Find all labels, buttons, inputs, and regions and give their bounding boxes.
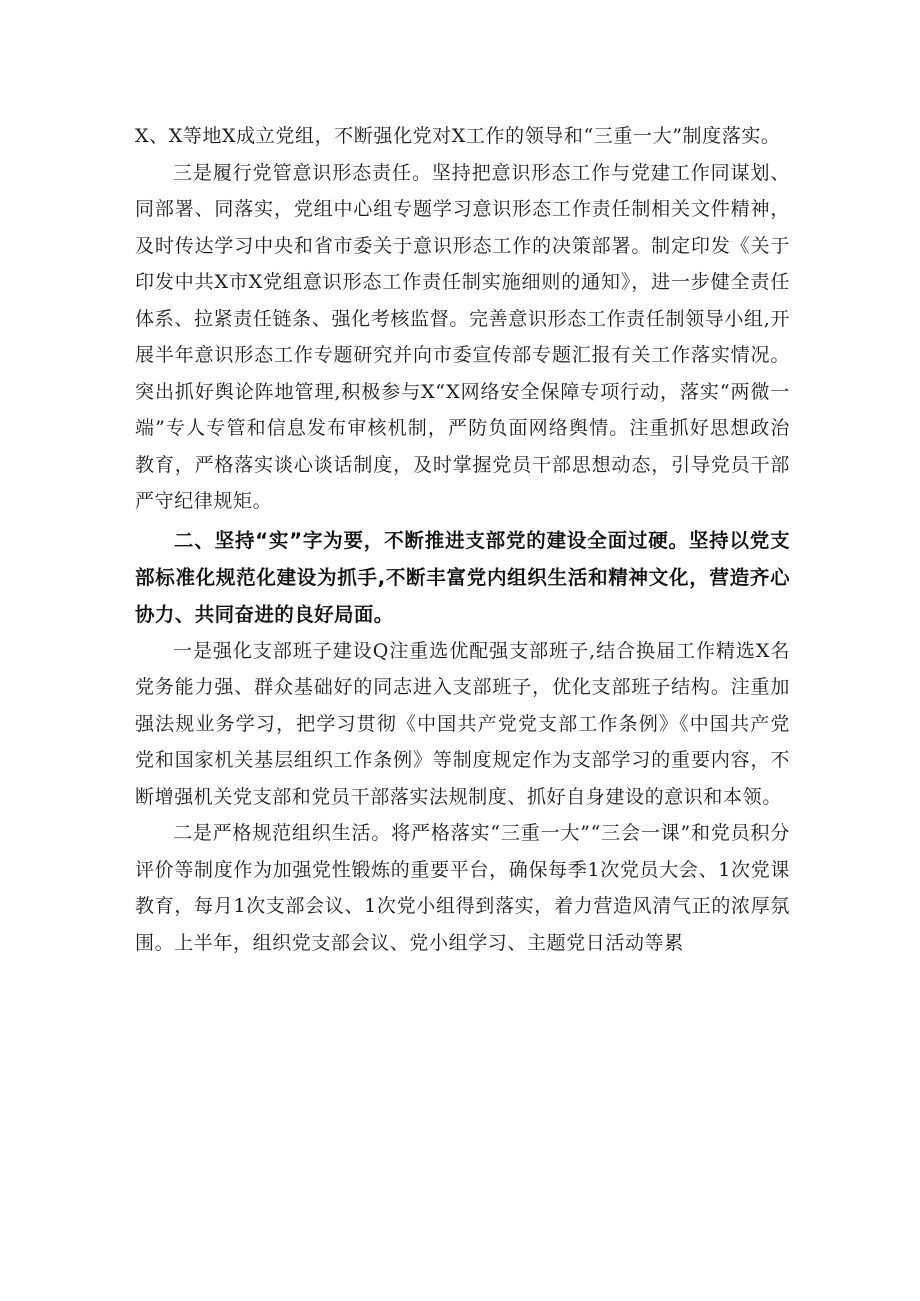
section-heading-two: 二、坚持“实”字为要，不断推进支部党的建设全面过硬。坚持以党支部标准化规范化建设为抓手,不断丰富党内组织生活和精神文化，营造齐心协力、共同奋进的良好局面。 xyxy=(135,528,790,626)
body-paragraph-continued: X、X等地X成立党组，不断强化党对X工作的领导和“三重一大”制度落实。 xyxy=(135,125,781,147)
body-paragraph-branch-team: 一是强化支部班子建设Q注重选优配强支部班子,结合换届工作精选X名党务能力强、群众基础好的同志进入支部班子，优化支部班子结构。注重加强法规业务学习，把学习贯彻《中国共产党党支部工作条例》《中国共产党党和国家机关基层组织工作条例》等制度规定作为支部学习的重要内容，不断增强机关党支部和党员干部落实法规制度、抓好自身建设的意识和本领。 xyxy=(135,639,790,808)
body-paragraph-ideology-responsibility: 三是履行党管意识形态责任。坚持把意识形态工作与党建工作同谋划、同部署、同落实，党组中心组专题学习意识形态工作责任制相关文件精神，及时传达学习中央和省市委关于意识形态工作的决策部署。制定印发《关于印发中共X市X党组意识形态工作责任制实施细则的通知》，进一步健全责任体系、拉紧责任链条、强化考核监督。完善意识形态工作责任制领导小组,开展半年意识形态工作专题研究并向市委宣传部专题汇报有关工作落实情况。突出抓好舆论阵地管理,积极参与X“X网络安全保障专项行动，落实“两微一端”专人专管和信息发布审核机制，严防负面网络舆情。注重抓好思想政治教育，严格落实谈心谈话制度，及时掌握党员干部思想动态，引导党员干部严守纪律规矩。 xyxy=(135,161,790,512)
document-page xyxy=(135,118,790,961)
body-paragraph-organizational-life: 二是严格规范组织生活。将严格落实“三重一大”“三会一课”和党员积分评价等制度作为加强党性锻炼的重要平台，确保每季1次党员大会、1次党课教育，每月1次支部会议、1次党小组得到落实，着力营造风清气正的浓厚氛围。上半年，组织党支部会议、党小组学习、主题党日活动等累 xyxy=(135,822,790,954)
